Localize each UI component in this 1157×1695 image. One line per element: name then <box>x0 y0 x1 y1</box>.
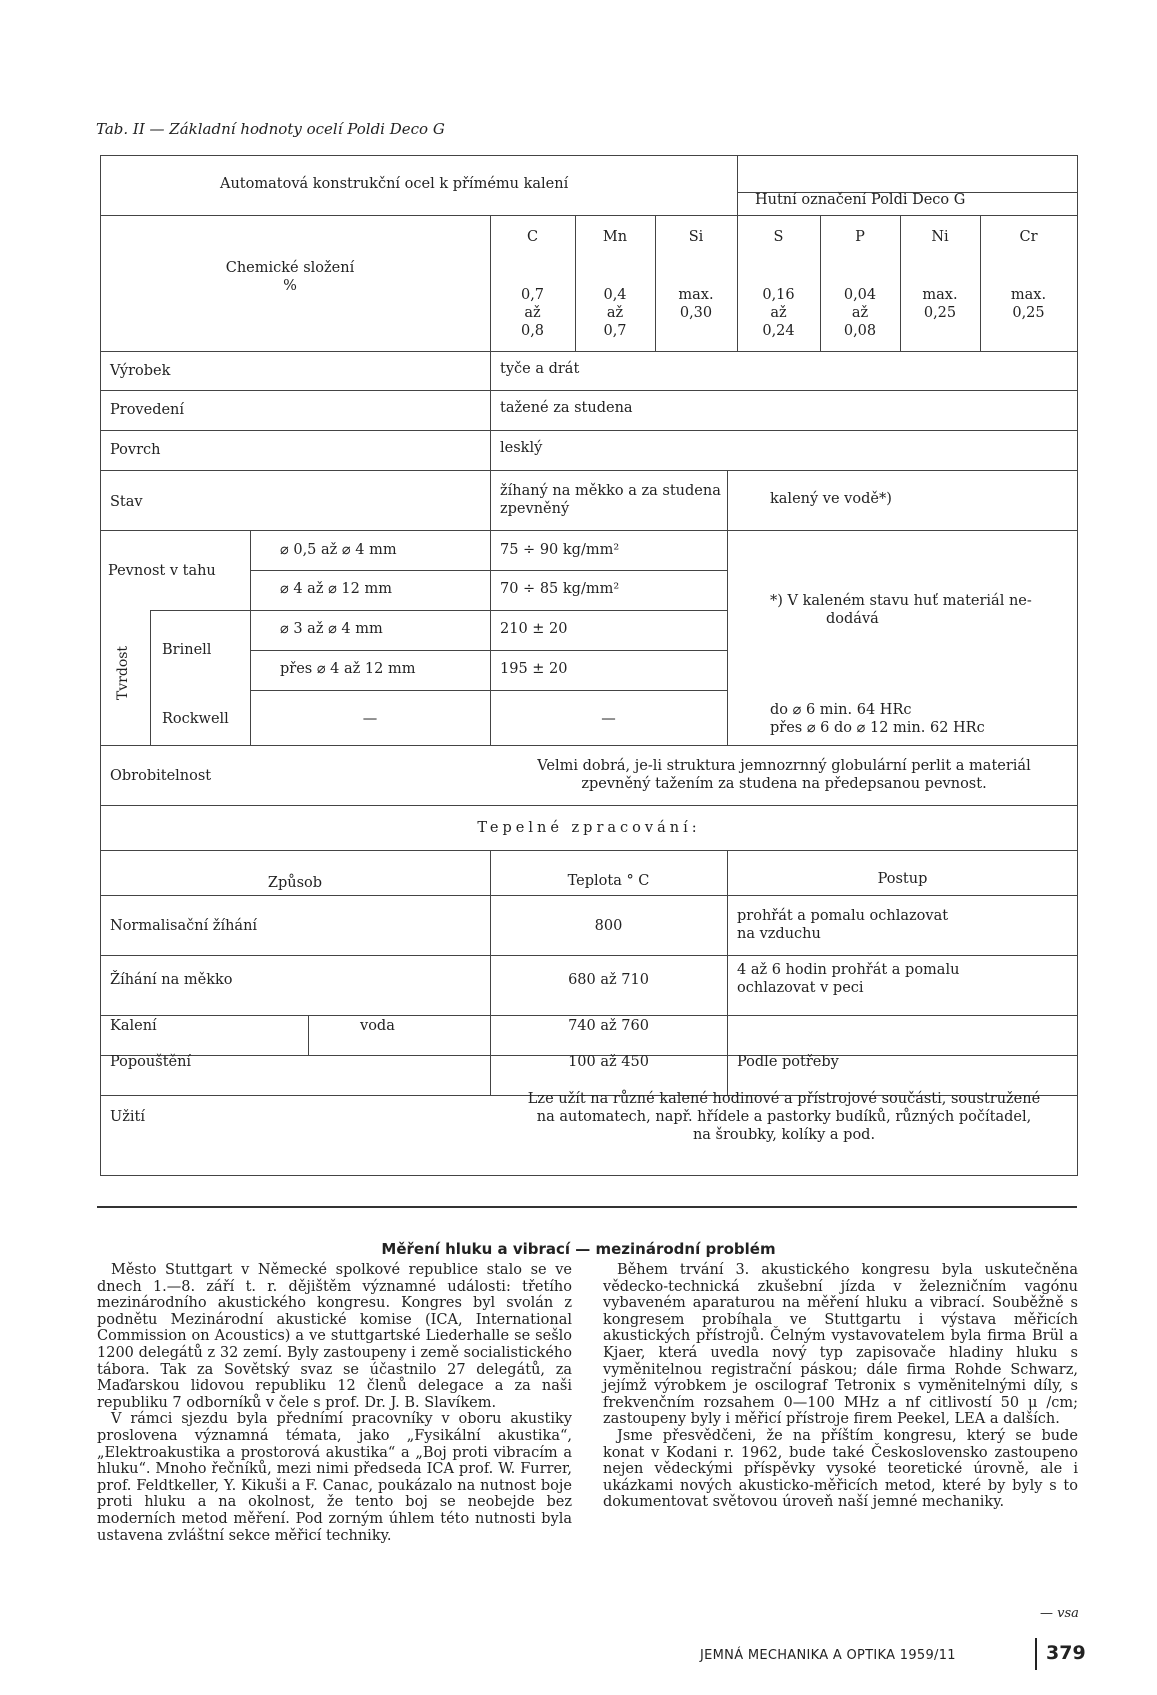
si-value: max. 0,30 <box>678 287 714 321</box>
rockwell-label: Rockwell <box>162 711 229 727</box>
heat-row-4-proc: Podle potřeby <box>737 1054 839 1070</box>
article-left-paragraph-1: Město Stuttgart v Německé spolkové republice stalo se ve dnech 1.—8. září t. r. dějištěm významné události: třetího mezinárodního akustického kongresu. Kongres byl svolán z podnětu Mezinárodní akustické komise (ICA, International Commission on Acoustics) a ve stuttgartské Liederhalle se sešlo 1200 delegátů z 32 zemí. Byly zastoupeny i země socialistického tábora. Tak za Sovětský svaz se účastnilo 27 delegátů, za Maďarskou lidovou republiku 12 členů delegace a za naši republiku 7 odborníků v čele s prof. Dr. J. B. Slavíkem. <box>97 1262 572 1411</box>
steel-properties-table <box>100 155 1078 1175</box>
element-cr: Cr <box>1019 229 1038 245</box>
s-value: 0,16 až 0,24 <box>762 287 795 339</box>
section-divider <box>97 1206 1077 1208</box>
pevnost-dia-2: ⌀ 4 až ⌀ 12 mm <box>280 581 392 597</box>
c-value: 0,7 až 0,8 <box>520 287 545 339</box>
heat-row-3-temp: 740 až 760 <box>568 1018 649 1034</box>
brinell-dia-2: přes ⌀ 4 až 12 mm <box>280 661 416 677</box>
stav-value: žíhaný na měkko a za studena zpevněný <box>500 483 721 517</box>
rockwell-dia: — <box>362 711 378 727</box>
pevnost-val-1: 75 ÷ 90 kg/mm² <box>500 542 620 558</box>
steel-grade-label: Hutní označení Poldi Deco G <box>755 192 966 208</box>
obrobitelnost-label: Obrobitelnost <box>110 768 212 784</box>
article-right-paragraph-2: Jsme přesvědčeni, že na příštím kongresu, který se bude konat v Kodani r. 1962, bude také Československo zastoupeno nejen vědeckými příspěvky vysoké teoretické úrovně, ale i ukázkami nových akusticko-měřicích metod, které by byly s to dokumentovat světovou úroveň naší jemné mechaniky. <box>603 1427 1078 1511</box>
pevnost-val-2: 70 ÷ 85 kg/mm² <box>500 581 620 597</box>
journal-footer: JEMNÁ MECHANIKA A OPTIKA 1959/11 <box>700 1648 956 1663</box>
heat-row-2-temp: 680 až 710 <box>568 972 649 988</box>
heat-row-2-method: Žíhání na měkko <box>110 972 233 988</box>
tvrdost-label: Tvrdost <box>115 645 131 701</box>
stav-label: Stav <box>110 494 143 510</box>
element-p: P <box>855 229 865 245</box>
article-left-paragraph-2: V rámci sjezdu byla přednímí pracovníky v oboru akustiky proslovena významná témata, jako „Fysikální akustika“, „Elektroakustika a prostorová akustika“ a „Boj proti vibracím a hluku“. Mnoho řečníků, mezi nimi předseda ICA prof. W. Furrer, prof. Feldtkeller, Y. Kikuši a F. Canac, poukázalo na nutnost boje proti hluku a na okolnost, že tento boj se neobejde bez moderních metod měření. Pod zorným úhlem této nutnosti byla ustavena zvláštní sekce měřicí techniky. <box>97 1411 572 1544</box>
heat-treatment-title: Tepelné zpracování: <box>477 820 701 836</box>
heat-row-2-proc: 4 až 6 hodin prohřát a pomalu ochlazovat v peci <box>737 962 960 996</box>
brinell-val-1: 210 ± 20 <box>500 621 568 637</box>
heat-row-4-method: Popouštění <box>110 1054 192 1070</box>
provedeni-label: Provedení <box>110 402 185 418</box>
vyrobek-label: Výrobek <box>110 363 171 379</box>
element-si: Si <box>688 229 704 245</box>
povrch-value: lesklý <box>500 440 543 456</box>
article-left-column <box>97 1262 572 1544</box>
mn-value: 0,4 až 0,7 <box>603 287 627 339</box>
brinell-dia-1: ⌀ 3 až ⌀ 4 mm <box>280 621 383 637</box>
ni-value: max. 0,25 <box>922 287 958 321</box>
uziti-value: Lze užít na různé kalené hodinové a přístrojové součásti, soustružené na automatech, např. hřídele a pastorky budíků, různých počítadel, na šroubky, kolíky a pod. <box>527 1091 1041 1143</box>
element-mn: Mn <box>602 229 628 245</box>
heat-row-3-method: Kalení <box>110 1018 157 1034</box>
article-signature: — vsa <box>1040 1606 1079 1621</box>
heat-row-1-method: Normalisační žíhání <box>110 918 258 934</box>
element-c: C <box>526 229 539 245</box>
heat-row-3-medium: voda <box>360 1018 395 1034</box>
steel-type-label: Automatová konstrukční ocel k přímému kalení <box>220 176 569 192</box>
heat-col-method: Způsob <box>267 875 323 891</box>
obrobitelnost-value: Velmi dobrá, je-li struktura jemnozrnný globulární perlit a materiál zpevněný tažením za studena na předepsanou pevnost. <box>537 758 1031 792</box>
rockwell-val: — <box>601 711 616 727</box>
rockwell-hardened: do ⌀ 6 min. 64 HRc přes ⌀ 6 do ⌀ 12 min. 62 HRc <box>770 702 985 736</box>
hardened-note: *) V kaleném stavu huť materiál ne- dodává <box>770 593 1032 627</box>
p-value: 0,04 až 0,08 <box>843 287 877 339</box>
pevnost-label: Pevnost v tahu <box>108 563 216 579</box>
heat-col-procedure: Postup <box>877 871 928 887</box>
cr-value: max. 0,25 <box>1010 287 1047 321</box>
chem-unit: % <box>283 278 297 294</box>
brinell-label: Brinell <box>162 642 212 658</box>
page-number: 379 <box>1046 1642 1086 1664</box>
article-title: Měření hluku a vibrací — mezinárodní problém <box>381 1240 776 1258</box>
chem-label: Chemické složení <box>225 260 355 276</box>
provedeni-value: tažené za studena <box>500 400 633 416</box>
heat-row-1-proc: prohřát a pomalu ochlazovat na vzduchu <box>737 908 949 942</box>
heat-col-temp: Teplota ° C <box>567 873 650 889</box>
pevnost-dia-1: ⌀ 0,5 až ⌀ 4 mm <box>280 542 397 558</box>
uziti-label: Užití <box>110 1109 145 1125</box>
heat-row-1-temp: 800 <box>594 918 623 934</box>
article-right-column <box>603 1262 1078 1511</box>
footer-separator <box>1035 1638 1037 1670</box>
table-title: Tab. II — Základní hodnoty ocelí Poldi Deco G <box>96 120 445 138</box>
heat-row-4-temp: 100 až 450 <box>568 1054 649 1070</box>
brinell-val-2: 195 ± 20 <box>500 661 568 677</box>
vyrobek-value: tyče a drát <box>500 361 580 377</box>
article-right-paragraph-1: Během trvání 3. akustického kongresu byla uskutečněna vědecko-technická zkušební jízda v železničním vagónu vybaveném aparaturou na měření hluku a vibrací. Souběžně s kongresem probíhala ve Stuttgartu i výstava měřicích akustických přístrojů. Čelným vystavovatelem byla firma Brül a Kjaer, která uvedla nový typ zapisovače hladiny hluku s vyměnitelnou registrační páskou; dále firma Rohde Schwarz, jejímž výrobkem je oscilograf Tetronix s vyměnitelnými díly, s frekvenčním rozsahem 0—100 MHz a nf citlivostí 50 μ /cm; zastoupeny byly i měřicí přístroje firem Peekel, LEA a dalších. <box>603 1262 1078 1428</box>
element-s: S <box>773 229 784 245</box>
element-ni: Ni <box>931 229 949 245</box>
povrch-label: Povrch <box>110 442 161 458</box>
stav-value-hardened: kalený ve vodě*) <box>770 491 892 507</box>
